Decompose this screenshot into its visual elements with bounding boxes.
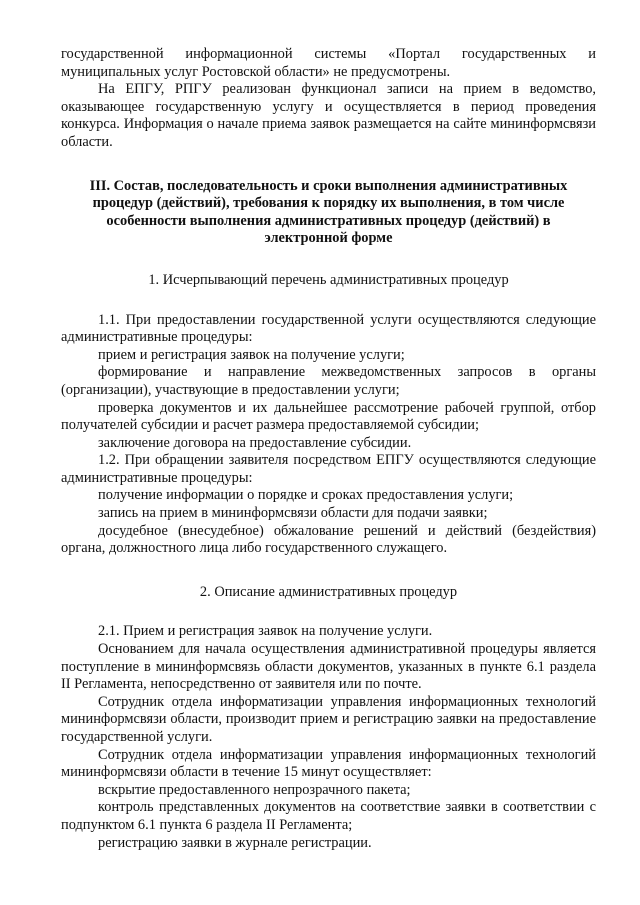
list-item: запись на прием в мининформсвязи области для подачи заявки;	[98, 505, 488, 522]
list-item: получение информации о порядке и сроках предоставления услуги;	[98, 487, 514, 504]
intro-paragraph-1-line-1: государственной информационной системы «Портал государственных и	[61, 46, 596, 62]
list-item: заключение договора на предоставление субсидии.	[98, 434, 412, 451]
list-item: контроль представленных документов на соответствие заявки в соответствии с подпунктом 6.1 пункта 6 раздела II Регламента;	[61, 799, 596, 833]
list-item: регистрацию заявки в журнале регистрации.	[98, 834, 372, 851]
paragraph-1-1: 1.1. При предоставлении государственной услуги осуществляются следующие административные процедуры:	[61, 311, 596, 346]
document-page	[61, 46, 596, 852]
body-paragraph: Сотрудник отдела информатизации управления информационных технологий мининформсвязи области в течение 15 минут осуществляет:	[61, 746, 596, 781]
intro-paragraph-2: На ЕПГУ, РПГУ реализован функционал записи на прием в ведомство, оказывающее государственную услугу и осуществляется в период проведения конкурса. Информация о начале приема заявок размещается на сайте мининформсвязи области.	[61, 81, 596, 150]
intro-paragraph-1-line-2: муниципальных услуг Ростовской области» не предусмотрены.	[61, 63, 451, 80]
subsection-1-heading: 1. Исчерпывающий перечень административных процедур	[148, 271, 509, 288]
paragraph-2-1: 2.1. Прием и регистрация заявок на получение услуги.	[98, 623, 433, 640]
body-paragraph: Сотрудник отдела информатизации управления информационных технологий мининформсвязи области, производит прием и регистрацию заявки на предоставление государственной услуги.	[61, 693, 596, 745]
paragraph-1-2: 1.2. При обращении заявителя посредством ЕПГУ осуществляются следующие административные процедуры:	[61, 452, 596, 486]
body-paragraph: Основанием для начала осуществления административной процедуры является поступление в мининформсвязь области документов, указанных в пункте 6.1 раздела II Регламента, непосредственно от заявителя или по почте.	[61, 641, 596, 693]
list-item: вскрытие предоставленного непрозрачного пакета;	[98, 781, 411, 798]
subsection-2-heading: 2. Описание административных процедур	[199, 583, 458, 600]
list-item: прием и регистрация заявок на получение услуги;	[98, 346, 405, 363]
section-3-heading: III. Состав, последовательность и сроки выполнения административных процедур (действий), требования к порядку их выполнения, в том числе особенности выполнения административных процедур (действий) в электронной форме	[89, 177, 568, 247]
list-item: проверка документов и их дальнейшее рассмотрение рабочей группой, отбор получателей субсидии и расчет размера предоставляемой субсидии;	[61, 399, 596, 434]
list-item: формирование и направление межведомственных запросов в органы (организации), участвующие в предоставлении услуги;	[61, 364, 596, 398]
list-item: досудебное (внесудебное) обжалование решений и действий (бездействия) органа, должностного лица либо государственного служащего.	[61, 522, 596, 557]
